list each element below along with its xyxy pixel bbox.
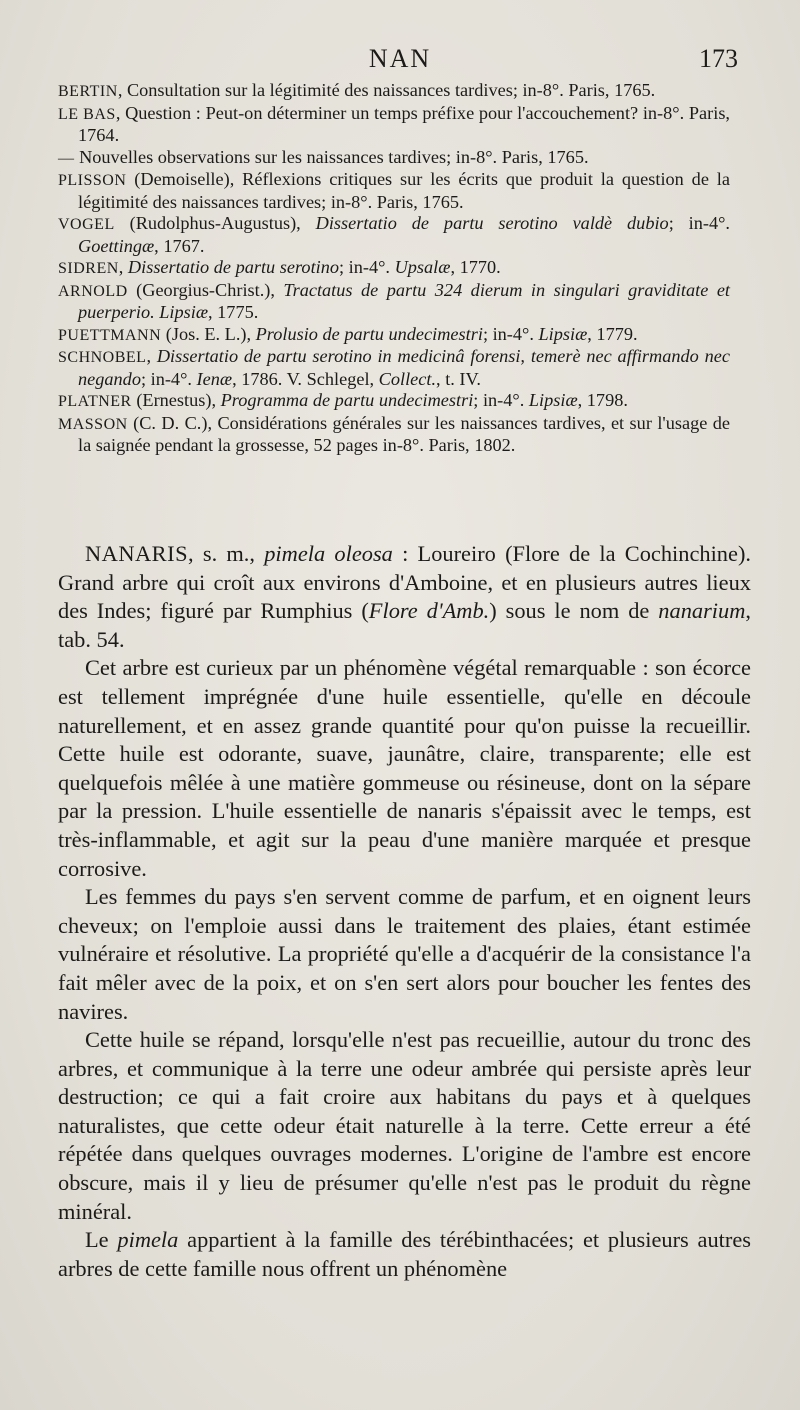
- entry-text: ; in-4°.: [473, 390, 529, 410]
- page-header: [0, 44, 800, 84]
- paragraph-text: Cet arbre est curieux par un phénomène végétal remarquable : son écorce est tellement imprégnée d'une huile essentielle, qu'elle en découle naturellement, et en assez grande quantité pour qu'on puisse la recueillir. Cette huile est odorante, suave, jaunâtre, claire, transparente; elle est quelquefois mêlée à une matière gommeuse ou résineuse, dont on la sépare par la pression. L'huile essentielle de nanaris s'épaissit avec le temps, est très-inflammable, et agit sur la peau d'une manière marquée et presque corrosive.: [58, 655, 751, 881]
- entry-author: PLATNER: [58, 393, 132, 410]
- entry-title: Ienæ: [196, 368, 233, 389]
- entry-author: BERTIN: [58, 83, 118, 100]
- entry-text: ; in-4°.: [482, 323, 539, 344]
- entry-title: Upsalæ: [394, 257, 451, 277]
- italic-term: nanarium: [658, 598, 746, 624]
- paragraph-text: : Loureiro (Flore de la Cochinchine). Grand arbre qui croît aux environs d'Amboine, et en plusieurs autres lieux des Indes; figuré par Rumphius (: [58, 541, 751, 624]
- italic-term: pimela oleosa: [264, 541, 393, 566]
- entry-text: (Rudolphus-Augustus),: [129, 213, 316, 233]
- entry-author: —: [58, 149, 75, 167]
- entry-title: Lipsiæ: [528, 390, 578, 410]
- entry-separator: [115, 213, 130, 233]
- paragraph-text: Cette huile se répand, lorsqu'elle n'est pas recueillie, autour du tronc des arbres, et communique à la terre une odeur ambrée qui persiste après leur destruction; ce qui a fait croire aux habitans du pays et à quelques naturalistes, que cette odeur était naturelle à la terre. Cette erreur a été répétée dans quelques ouvrages modernes. L'origine de l'ambre est encore obscure, mais il y lieu de présumer qu'elle n'est pas le produit du règne minéral.: [58, 1027, 751, 1224]
- entry-text: Nouvelles observations sur les naissances tardives; in-8°. Paris, 1765.: [79, 146, 589, 167]
- bibliography-entry: [58, 280, 730, 324]
- entry-separator: ,: [117, 80, 127, 100]
- entry-text: , t. IV.: [436, 368, 481, 389]
- bibliography-entry: [58, 324, 730, 347]
- article-paragraph: [58, 540, 751, 654]
- headword: NANARIS: [85, 541, 189, 566]
- entry-title: Tractatus de partu 324 dierum in singulari graviditate et puerperio. Lipsiæ: [78, 279, 731, 322]
- entry-author: PUETTMANN: [58, 326, 162, 344]
- entry-text: (C. D. C.), Considérations générales sur les naissances tardives, et sur l'usage de la saignée pendant la grossesse, 52 pages in-8°. Paris, 1802.: [78, 412, 731, 455]
- entry-separator: ,: [115, 102, 126, 123]
- entry-title: Dissertatio de partu serotino: [127, 257, 340, 277]
- entry-text: , 1798.: [577, 390, 628, 410]
- italic-term: pimela: [117, 1227, 179, 1253]
- bibliography-entry: [58, 257, 730, 280]
- running-head: NAN: [368, 44, 432, 73]
- entry-text: (Demoiselle), Réflexions critiques sur les écrits que produit la question de la légitimité des naissances tardives; in-8°. Paris, 1765.: [78, 169, 730, 212]
- entry-title: Goettingæ: [78, 235, 155, 256]
- article-paragraph: [58, 1226, 751, 1283]
- article-body: [58, 540, 751, 1283]
- entry-text: , 1775.: [208, 302, 259, 322]
- paragraph-text: ) sous le nom de: [489, 598, 659, 624]
- entry-text: , 1779.: [587, 323, 638, 344]
- bibliography-entry: [58, 346, 730, 390]
- bibliography-entry: [58, 413, 730, 457]
- entry-text: (Jos. E. L.),: [165, 323, 256, 344]
- entry-separator: ,: [118, 257, 128, 277]
- entry-author: ARNOLD: [58, 282, 128, 300]
- entry-author: MASSON: [58, 415, 128, 433]
- entry-author: VOGEL: [58, 216, 115, 233]
- entry-author: PLISSON: [58, 172, 127, 189]
- paragraph-text: Le: [85, 1227, 118, 1253]
- entry-title: Dissertatio de partu serotino in medicinâ forensi, temerè nec affirmando nec negando: [78, 346, 730, 389]
- entry-text: ; in-4°.: [668, 213, 730, 233]
- article-paragraph: [58, 1026, 751, 1226]
- entry-text: ; in-4°.: [339, 257, 395, 277]
- entry-text: , 1786. V. Schlegel,: [232, 368, 379, 389]
- entry-text: Consultation sur la légitimité des naissances tardives; in-8°. Paris, 1765.: [126, 80, 656, 100]
- entry-text: (Georgius-Christ.),: [136, 279, 284, 300]
- paragraph-text: appartient à la famille des térébinthacées; et plusieurs autres arbres de cette famille nous offrent un phénomène: [58, 1227, 751, 1281]
- entry-author: SIDREN: [58, 260, 119, 277]
- entry-title: Collect.: [378, 368, 437, 389]
- bibliography-entry: [58, 80, 730, 103]
- entry-title: Dissertatio de partu serotino valdè dubio: [315, 213, 669, 233]
- bibliography-list: [58, 80, 730, 457]
- entry-author: LE BAS: [58, 105, 116, 123]
- bibliography-entry: [58, 213, 730, 257]
- article-paragraph: [58, 883, 751, 1026]
- bibliography-entry: [58, 147, 730, 170]
- entry-text: , 1770.: [450, 257, 501, 277]
- entry-title: Prolusio de partu undecimestri: [255, 323, 483, 344]
- paragraph-text: Les femmes du pays s'en servent comme de parfum, et en oignent leurs cheveux; on l'emploie aussi dans le traitement des plaies, étant estimée vulnéraire et résolutive. La propriété qu'elle a d'acquérir de la consistance l'a fait mêler avec de la poix, et on s'en sert alors pour boucher les fentes des navires.: [58, 884, 751, 1024]
- entry-text: , 1767.: [154, 235, 205, 256]
- entry-title: Programma de partu undecimestri: [220, 390, 474, 410]
- italic-term: Flore d'Amb.: [368, 598, 490, 624]
- bibliography-entry: [58, 390, 730, 413]
- page-number: 173: [699, 44, 738, 73]
- article-paragraph: [58, 654, 751, 883]
- entry-text: ; in-4°.: [140, 368, 197, 389]
- paragraph-text: , s. m.,: [188, 541, 265, 566]
- bibliography-entry: [58, 103, 730, 147]
- entry-text: Question : Peut-on déterminer un temps préfixe pour l'accouchement? in-8°. Paris, 1764.: [78, 102, 731, 145]
- entry-separator: [128, 280, 136, 300]
- entry-text: (Ernestus),: [136, 390, 221, 410]
- entry-separator: ,: [146, 346, 157, 366]
- bibliography-entry: [58, 169, 730, 213]
- entry-title: Lipsiæ: [538, 323, 588, 344]
- paragraph-text: , tab. 54.: [58, 598, 751, 652]
- entry-author: SCHNOBEL: [58, 349, 147, 366]
